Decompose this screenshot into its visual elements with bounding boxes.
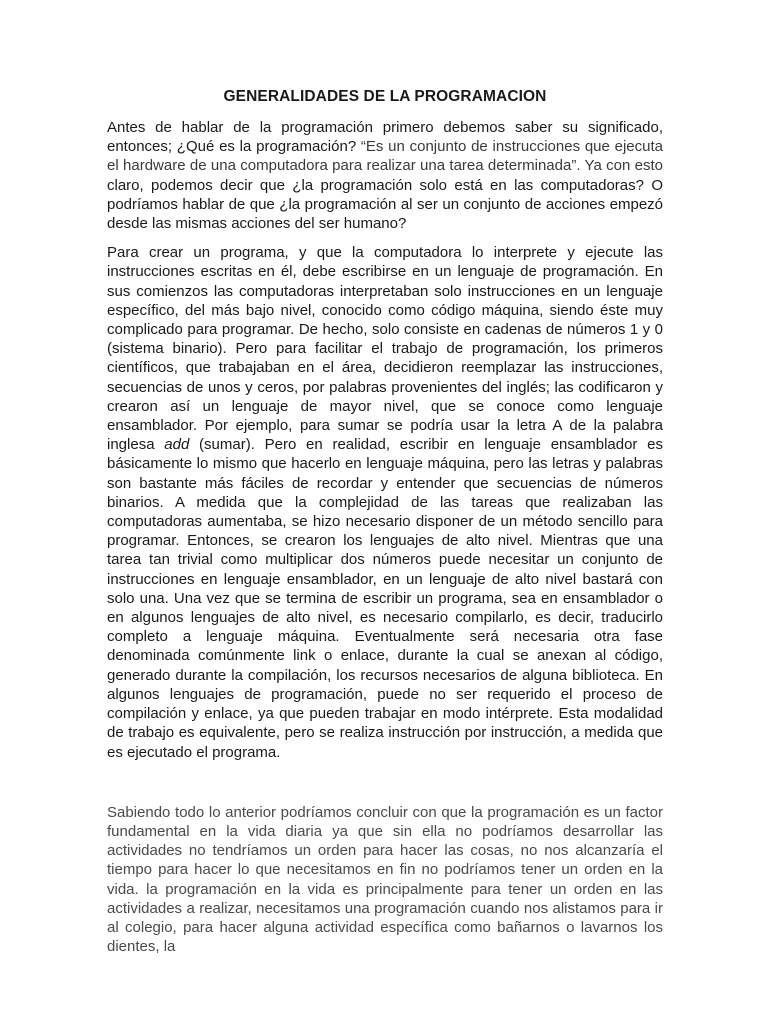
paragraph-intro-text-b: claro, podemos decir que ¿la programación solo está en las computadoras? O podríamos hablar de que ¿la programación al ser un conjunto de acciones empezó desde las mismas acciones del ser humano?: [107, 176, 663, 233]
paragraph-languages-text-b: (sumar). Pero en realidad, escribir en lenguaje ensamblador es básicamente lo mismo que hacerlo en lenguaje máquina, pero las letras y palabras son bastante más fáciles de recordar y entender que secuencias de números binarios. A medida que la complejidad de las tareas que realizaban las computadoras aumentaba, se hizo necesario disponer de un método sencillo para programar. Entonces, se crearon los lenguajes de alto nivel. Mientras que una tarea tan trivial como multiplicar dos números puede necesitar un conjunto de instrucciones en lenguaje ensamblador, en un lenguaje de alto nivel bastará con solo una. Una vez que se termina de escribir un programa, sea en ensamblador o en algunos lenguajes de alto nivel, es necesario compilarlo, es decir, traducirlo completo a lenguaje máquina. Eventualmente será necesaria otra fase denominada comúnmente link o enlace, durante la cual se anexan al código, generado durante la compilación, los recursos necesarios de alguna biblioteca. En algunos lenguajes de programación, puede no ser requerido el proceso de compilación y enlace, ya que pueden trabajar en modo intérprete. Esta modalidad de trabajo es equivalente, pero se realiza instrucción por instrucción, a medida que es ejecutado el programa.: [107, 436, 663, 761]
paragraph-spacer: [107, 772, 663, 803]
paragraph-intro-quote: “Es un conjunto de instrucciones que ejecuta el hardware de una computadora para realizar una tarea determinada”. Ya con esto: [107, 138, 663, 175]
paragraph-programming-languages: [107, 243, 663, 761]
paragraph-languages-text-a: Para crear un programa, y que la computadora lo interprete y ejecute las instrucciones escritas en él, debe escribirse en un lenguaje de programación. En sus comienzos las computadoras interpretaban solo instrucciones en un lenguaje específico, del más bajo nivel, conocido como código máquina, siendo éste muy complicado para programar. De hecho, solo consiste en cadenas de números 1 y 0 (sistema binario). Pero para facilitar el trabajo de programación, los primeros científicos, que trabajaban en el área, decidieron reemplazar las instrucciones, secuencias de unos y ceros, por palabras provenientes del inglés; las codificaron y crearon así un lenguaje de mayor nivel, que se conoce como lenguaje ensamblador. Por ejemplo, para sumar se podría usar la letra A de la palabra inglesa: [107, 244, 663, 454]
italic-word-add: add: [164, 436, 190, 454]
paragraph-intro: [107, 118, 663, 233]
paragraph-conclusion: Sabiendo todo lo anterior podríamos concluir con que la programación es un factor fundamental en la vida diaria ya que sin ella no podríamos desarrollar las actividades no tendríamos un orden para hacer las cosas, no nos alcanzaría el tiempo para hacer lo que necesitamos en fin no podríamos tener un orden en la vida. la programación en la vida es principalmente para tener un orden en las actividades a realizar, necesitamos una programación cuando nos alistamos para ir al colegio, para hacer alguna actividad específica como bañarnos o lavarnos los dientes, la: [107, 803, 663, 956]
paragraph-intro-text-a: Antes de hablar de la programación primero debemos saber su significado, entonces; ¿Qué es la programación?: [107, 119, 663, 156]
document-page: [107, 88, 663, 966]
document-title: GENERALIDADES DE LA PROGRAMACION: [223, 88, 547, 105]
